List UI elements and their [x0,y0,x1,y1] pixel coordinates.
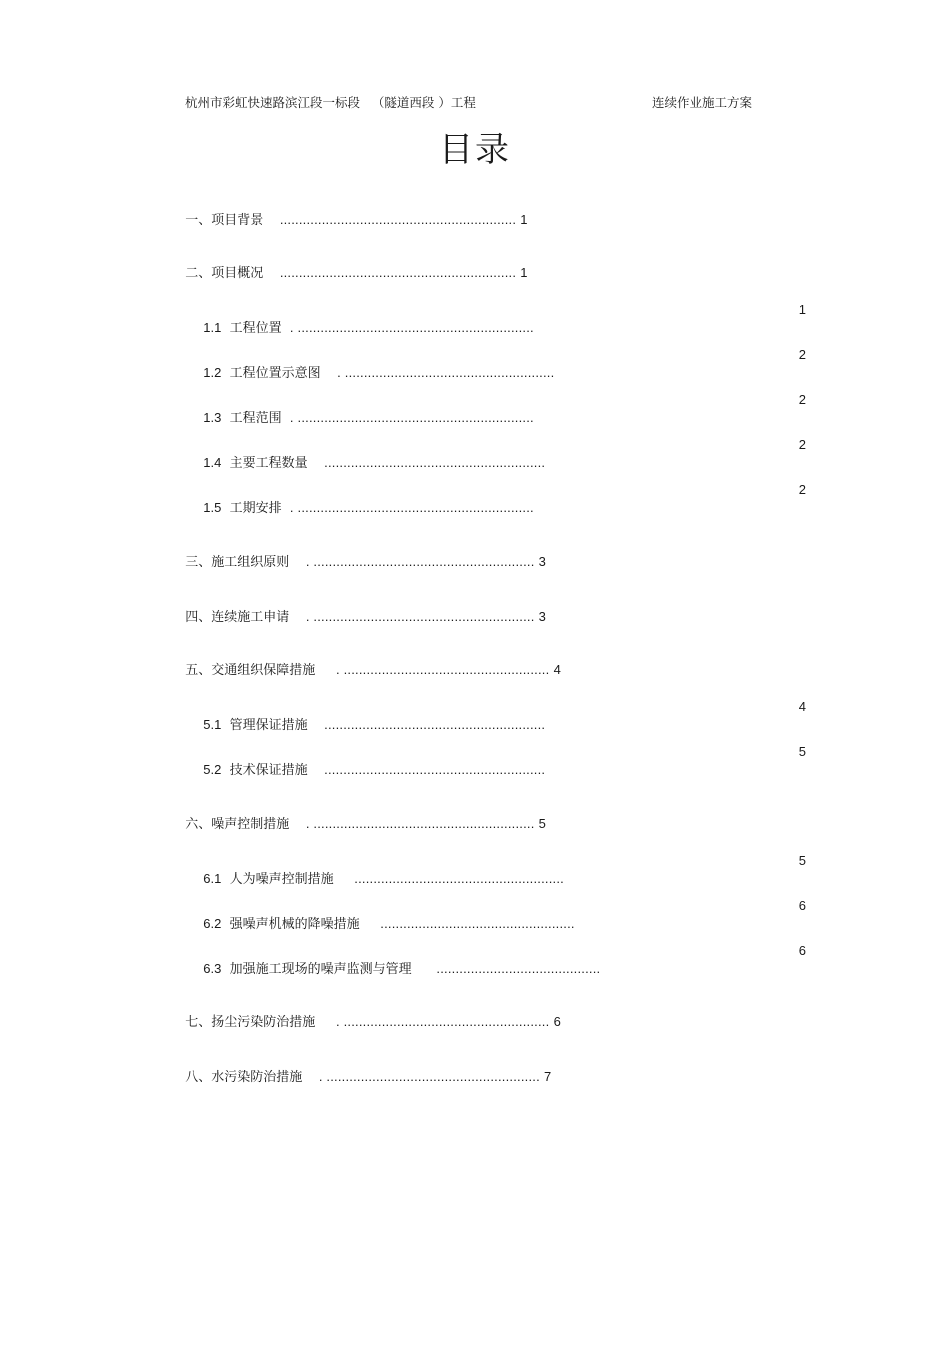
toc-entry-page: 6 [798,898,806,913]
toc-entry-label: 管理保证措施 [229,718,308,733]
toc-entry-dots: .......................................................... [324,455,546,470]
toc-entry-number: 1.5 [203,500,222,515]
toc-entry-number: 1.2 [203,365,222,380]
toc-entry-number: 1.4 [203,455,222,470]
toc-entry-dots: .......................................................... [324,762,546,777]
toc-entry-label: 四、连续施工申请 [185,610,290,625]
toc-entry-1-2[interactable] [195,346,554,383]
toc-entry-1[interactable] [177,193,528,230]
header-document-type: 连续作业施工方案 [652,95,753,110]
toc-entry-label: 三、施工组织原则 [185,555,290,570]
toc-entry-6-3[interactable] [195,942,600,979]
toc-entry-page: 3 [538,554,546,569]
toc-entry-page: 3 [538,609,546,624]
toc-entry-page: 6 [798,943,806,958]
toc-entry-dots: .............................................................. [279,265,517,280]
toc-entry-dots: . ........................................................ [318,1069,540,1084]
toc-entry-5-1[interactable] [195,698,545,735]
toc-entry-number: 6.2 [203,916,222,931]
toc-entry-label: 加强施工现场的噪声监测与管理 [229,962,412,977]
toc-entry-3[interactable] [177,535,546,572]
toc-entry-dots: . .............................................................. [289,320,534,335]
toc-entry-label: 主要工程数量 [229,456,308,471]
toc-entry-label: 人为噪声控制措施 [229,872,334,887]
toc-entry-8[interactable] [177,1050,551,1087]
toc-entry-page: 2 [798,482,806,497]
toc-entry-page: 4 [798,699,806,714]
toc-entry-2[interactable] [177,246,528,283]
toc-entry-label: 强噪声机械的降噪措施 [229,917,360,932]
toc-entry-dots: . .............................................................. [289,410,534,425]
toc-entry-4[interactable] [177,590,546,627]
toc-entry-dots: .......................................................... [324,717,546,732]
toc-entry-label: 六、噪声控制措施 [185,817,290,832]
toc-entry-page: 2 [798,347,806,362]
toc-entry-number: 5.1 [203,717,222,732]
toc-entry-label: 一、项目背景 [185,213,264,228]
toc-entry-6[interactable] [177,797,546,834]
toc-entry-dots: ........................................... [436,961,601,976]
toc-entry-label: 七、扬尘污染防治措施 [185,1015,316,1030]
toc-entry-6-1[interactable] [195,852,564,889]
toc-entry-dots: ....................................................... [354,871,564,886]
toc-entry-1-3[interactable] [195,391,534,428]
toc-entry-dots: ................................................... [380,916,575,931]
toc-entry-1-5[interactable] [195,481,534,518]
toc-entry-label: 工程位置 [229,321,282,336]
toc-entry-page: 1 [520,265,528,280]
toc-entry-dots: . .......................................................... [305,816,535,831]
toc-entry-dots: .............................................................. [279,212,517,227]
toc-entry-label: 工程位置示意图 [229,366,321,381]
toc-entry-page: 6 [553,1014,561,1029]
toc-entry-dots: . .......................................................... [305,609,535,624]
toc-entry-dots: . .............................................................. [289,500,534,515]
toc-entry-page: 2 [798,437,806,452]
toc-entry-dots: . ...................................................... [335,1014,550,1029]
toc-entry-number: 1.1 [203,320,222,335]
toc-entry-number: 6.1 [203,871,222,886]
toc-entry-number: 1.3 [203,410,222,425]
toc-entry-1-1[interactable] [195,301,534,338]
toc-entry-label: 技术保证措施 [229,763,308,778]
toc-entry-page: 5 [538,816,546,831]
toc-entry-label: 二、项目概况 [185,266,264,281]
toc-entry-page: 7 [544,1069,552,1084]
toc-entry-dots: . ...................................................... [335,662,550,677]
toc-entry-number: 6.3 [203,961,222,976]
toc-entry-6-2[interactable] [195,897,575,934]
header-project-name: 杭州市彩虹快速路滨江段一标段 （隧道西段 ）工程 [185,95,476,110]
toc-entry-dots: . ....................................................... [337,365,555,380]
toc-entry-page: 1 [520,212,528,227]
toc-entry-page: 5 [798,744,806,759]
toc-entry-page: 4 [553,662,561,677]
toc-entry-label: 工程范围 [229,411,282,426]
toc-entry-page: 2 [798,392,806,407]
toc-entry-7[interactable] [177,995,561,1032]
toc-entry-label: 五、交通组织保障措施 [185,663,316,678]
toc-entry-label: 工期安排 [229,501,282,516]
toc-entry-page: 1 [798,302,806,317]
toc-entry-1-4[interactable] [195,436,545,473]
toc-entry-number: 5.2 [203,762,222,777]
toc-entry-page: 5 [798,853,806,868]
page-title: 目录 [439,130,511,170]
toc-entry-dots: . .......................................................... [305,554,535,569]
toc-entry-label: 八、水污染防治措施 [185,1070,303,1085]
toc-entry-5-2[interactable] [195,743,545,780]
toc-entry-5[interactable] [177,643,561,680]
